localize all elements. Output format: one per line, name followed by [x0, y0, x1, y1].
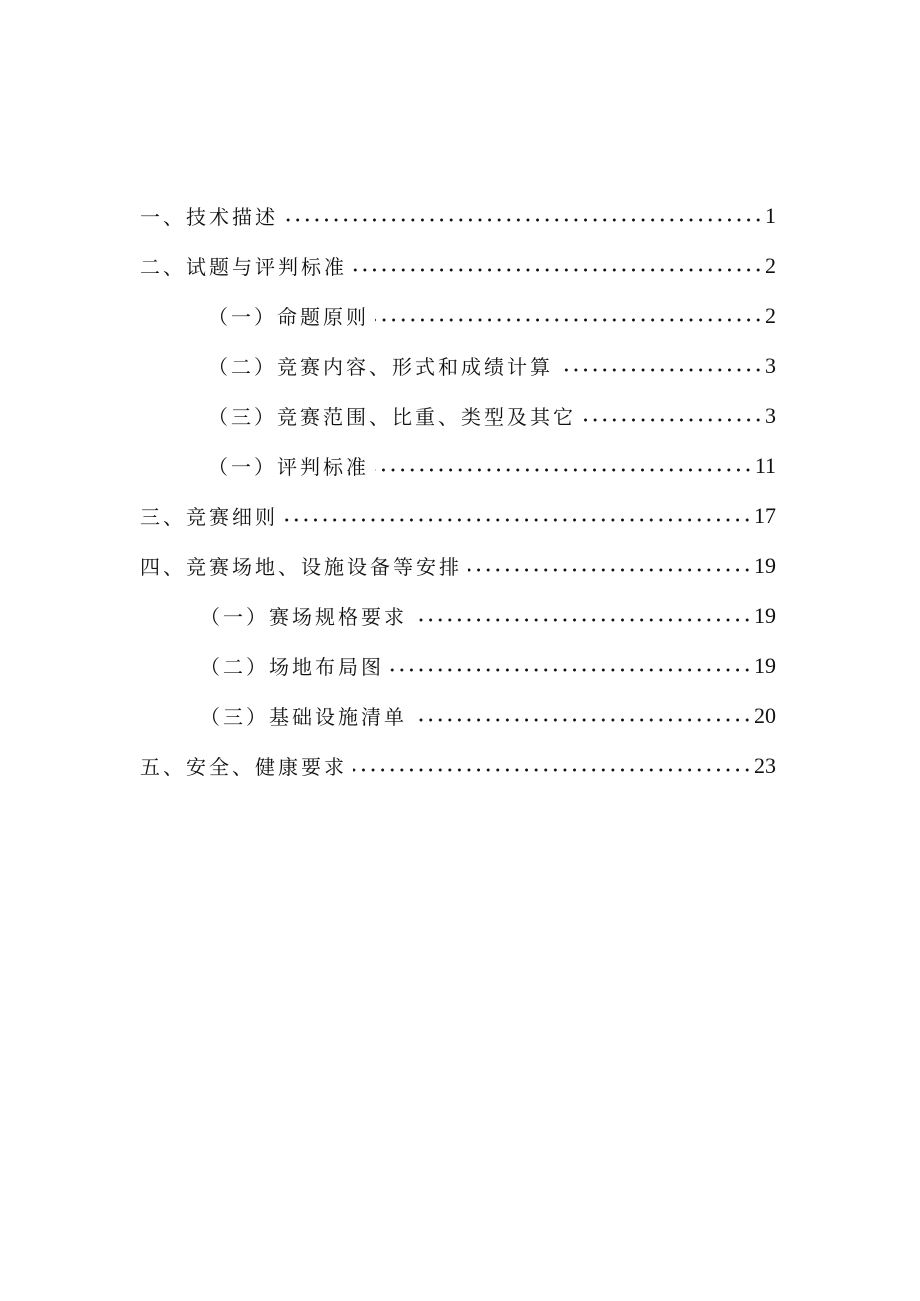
toc-entry-judging-standards[interactable]: [208, 443, 776, 477]
toc-entry-venue-specifications[interactable]: [200, 593, 776, 627]
toc-dot-leader: [559, 367, 763, 373]
toc-dot-leader: [284, 517, 752, 523]
toc-entry-competition-scope[interactable]: [208, 393, 776, 427]
toc-entry-infrastructure-list[interactable]: [200, 693, 776, 727]
toc-entry-technical-description[interactable]: [140, 193, 776, 227]
toc-entry-title: 一、技术描述: [140, 205, 278, 229]
toc-entry-proposition-principles[interactable]: [208, 293, 776, 327]
toc-dot-leader: [468, 567, 752, 573]
toc-entry-competition-rules[interactable]: [140, 493, 776, 527]
toc-page-number: 19: [754, 603, 776, 628]
toc-page-number: 20: [754, 703, 776, 728]
toc-entry-test-and-judging[interactable]: [140, 243, 776, 277]
toc-page-number: 2: [765, 253, 776, 278]
toc-entry-title: 三、竞赛细则: [140, 505, 278, 529]
toc-page-number: 11: [754, 453, 776, 478]
toc-dot-leader: [375, 467, 753, 473]
toc-entry-title: 五、安全、健康要求: [140, 755, 347, 779]
toc-page-number: 19: [754, 553, 776, 578]
toc-page-number: 2: [765, 303, 776, 328]
toc-entry-safety-health[interactable]: [140, 743, 776, 777]
toc-page-number: 3: [765, 353, 776, 378]
toc-page-number: 19: [754, 653, 776, 678]
toc-entry-title: （三）竞赛范围、比重、类型及其它: [208, 405, 576, 429]
toc-dot-leader: [582, 417, 763, 423]
toc-entry-venue-arrangements[interactable]: [140, 543, 776, 577]
toc-page-number: 17: [754, 503, 776, 528]
toc-dot-leader: [353, 767, 752, 773]
toc-entry-title: 四、竞赛场地、设施设备等安排: [140, 555, 462, 579]
toc-entry-title: （三）基础设施清单: [200, 705, 407, 729]
toc-dot-leader: [413, 717, 752, 723]
toc-entry-title: （一）评判标准: [208, 455, 369, 479]
toc-entry-title: （二）竞赛内容、形式和成绩计算: [208, 355, 553, 379]
toc-dot-leader: [353, 267, 763, 273]
toc-entry-title: （一）赛场规格要求: [200, 605, 407, 629]
toc-page-number: 1: [765, 203, 776, 228]
toc-dot-leader: [413, 617, 752, 623]
toc-dot-leader: [390, 667, 752, 673]
toc-dot-leader: [284, 217, 763, 223]
toc-dot-leader: [375, 317, 763, 323]
toc-entry-competition-content[interactable]: [208, 343, 776, 377]
toc-entry-title: 二、试题与评判标准: [140, 255, 347, 279]
toc-entry-venue-layout[interactable]: [200, 643, 776, 677]
toc-page-number: 3: [765, 403, 776, 428]
toc-entry-title: （二）场地布局图: [200, 655, 384, 679]
toc-page-number: 23: [754, 753, 776, 778]
toc-entry-title: （一）命题原则: [208, 305, 369, 329]
